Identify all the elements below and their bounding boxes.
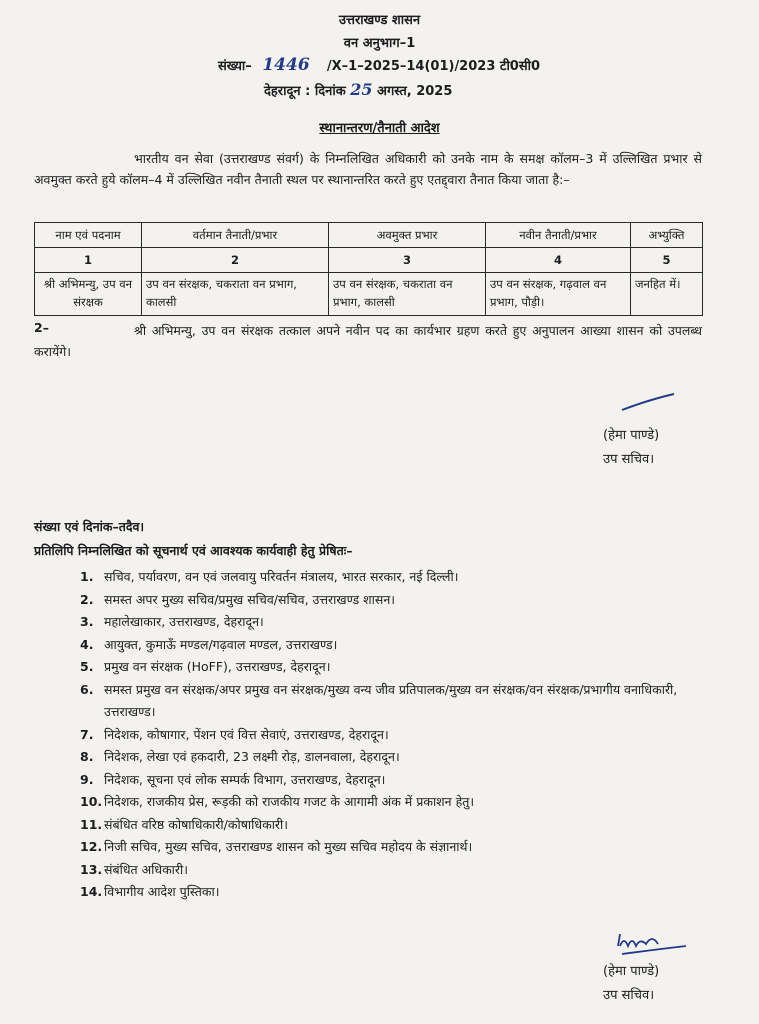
list-item: 1. सचिव, पर्यावरण, वन एवं जलवायु परिवर्तन मंत्रालय, भारत सरकार, नई दिल्ली। — [80, 569, 459, 584]
date-prefix: देहरादून : दिनांक — [264, 84, 346, 99]
list-item: 10. निदेशक, राजकीय प्रेस, रूड़की को राजकीय गजट के आगामी अंक में प्रकाशन हेतु। — [80, 794, 475, 809]
list-item: 9. निदेशक, सूचना एवं लोक सम्पर्क विभाग, उत्तराखण्ड, देहरादून। — [80, 771, 386, 787]
table-cell-relieved: उप वन संरक्षक, चकराता वन प्रभाग, कालसी — [329, 273, 486, 316]
column-number: 2 — [142, 248, 329, 273]
list-item: 2. समस्त अपर मुख्य सचिव/प्रमुख सचिव/सचिव, उत्तराखण्ड शासन। — [80, 591, 396, 607]
table-cell-new: उप वन संरक्षक, गढ़वाल वन प्रभाग, पौड़ी। — [486, 273, 631, 316]
order-paragraph-1: भारतीय वन सेवा (उत्तराखण्ड संवर्ग) के निम्नलिखित अधिकारी को उनके नाम के समक्ष कॉलम–3 में उल्लिखित प्रभार से अवमुक्त करते हुये कॉलम–4 में उल्लिखित नवीन तैनाती स्थल पर स्थानान्तरित करते हुए एतद्द्वारा तैनात किया जाता है:– — [34, 151, 702, 187]
date-suffix: अगस्त, 2025 — [377, 84, 453, 99]
table-header: नवीन तैनाती/प्रभार — [486, 223, 631, 248]
order-paragraph-2: श्री अभिमन्यु, उप वन संरक्षक तत्काल अपने नवीन पद का कार्यभार ग्रहण करते हुए अनुपालन आख्या शासन को उपलब्ध करायेंगे। — [34, 323, 702, 359]
govt-title: उत्तराखण्ड शासन — [338, 13, 421, 28]
signature-block-1 — [603, 424, 659, 472]
signatory-name: (हेमा पाण्डे) — [603, 428, 660, 443]
table-cell-name: श्री अभिमन्यु, उप वन संरक्षक — [35, 273, 142, 316]
column-number: 5 — [631, 248, 703, 273]
signatory-name: (हेमा पाण्डे) — [603, 964, 660, 979]
list-item: 12. निजी सचिव, मुख्य सचिव, उत्तराखण्ड शासन को मुख्य सचिव महोदय के संज्ञानार्थ। — [80, 839, 473, 854]
table-cell-current: उप वन संरक्षक, चकराता वन प्रभाग, कालसी — [142, 273, 329, 316]
list-item: 14. विभागीय आदेश पुस्तिका। — [80, 884, 220, 899]
list-item: 11. संबंधित वरिष्ठ कोषाधिकारी/कोषाधिकारी। — [80, 816, 289, 832]
department: वन अनुभाग–1 — [343, 36, 416, 51]
order-number-line — [218, 55, 540, 75]
column-number: 3 — [329, 248, 486, 273]
table-header: वर्तमान तैनाती/प्रभार — [142, 223, 329, 248]
table-header: नाम एवं पदनाम — [35, 223, 142, 248]
table-header-row — [35, 223, 703, 248]
transfer-table — [34, 222, 703, 316]
signatory-designation: उप सचिव। — [603, 988, 655, 1003]
table-cell-remark: जनहित में। — [631, 273, 703, 316]
list-item: 4. आयुक्त, कुमाऊँ मण्डल/गढ़वाल मण्डल, उत्तराखण्ड। — [80, 636, 338, 652]
table-header: अवमुक्त प्रभार — [329, 223, 486, 248]
copy-to-list — [80, 566, 720, 904]
paragraph-2-number: 2– — [34, 320, 49, 335]
list-item: 7. निदेशक, कोषागार, पेंशन एवं वित्त सेवाएं, उत्तराखण्ड, देहरादून। — [80, 726, 389, 742]
list-item: 6. समस्त प्रमुख वन संरक्षक/अपर प्रमुख वन संरक्षक/मुख्य वन्य जीव प्रतिपालक/मुख्य वन संरक्षक/वन संरक्षक/प्रभागीय वनाधिकारी, उत्तराखण्ड। — [80, 681, 678, 719]
date-line — [264, 80, 452, 99]
number-handwritten: 1446 — [262, 55, 310, 75]
table-column-number-row — [35, 248, 703, 273]
list-item: 3. महालेखाकार, उत्तराखण्ड, देहरादून। — [80, 614, 264, 629]
date-handwritten: 25 — [350, 80, 373, 99]
list-item: 5. प्रमुख वन संरक्षक (HoFF), उत्तराखण्ड, देहरादून। — [80, 659, 331, 674]
signature-mark — [612, 924, 692, 960]
table-row — [35, 273, 703, 316]
signatory-designation: उप सचिव। — [603, 452, 655, 467]
number-prefix: संख्या– — [218, 59, 252, 74]
column-number: 4 — [486, 248, 631, 273]
table-header: अभ्युक्ति — [631, 223, 703, 248]
number-suffix: /X–1–2025–14(01)/2023 टी0सी0 — [326, 59, 541, 74]
list-item: 13. संबंधित अधिकारी। — [80, 861, 189, 877]
signature-block-2 — [603, 960, 659, 1008]
subject: स्थानान्तरण/तैनाती आदेश — [319, 121, 440, 136]
copy-reference: संख्या एवं दिनांक–तदैव। — [34, 519, 145, 534]
copy-heading: प्रतिलिपि निम्नलिखित को सूचनार्थ एवं आवश्यक कार्यवाही हेतु प्रेषितः– — [34, 543, 353, 558]
signature-mark — [618, 390, 678, 416]
list-item: 8. निदेशक, लेखा एवं हकदारी, 23 लक्ष्मी रोड़, डालनवाला, देहरादून। — [80, 749, 400, 764]
column-number: 1 — [35, 248, 142, 273]
